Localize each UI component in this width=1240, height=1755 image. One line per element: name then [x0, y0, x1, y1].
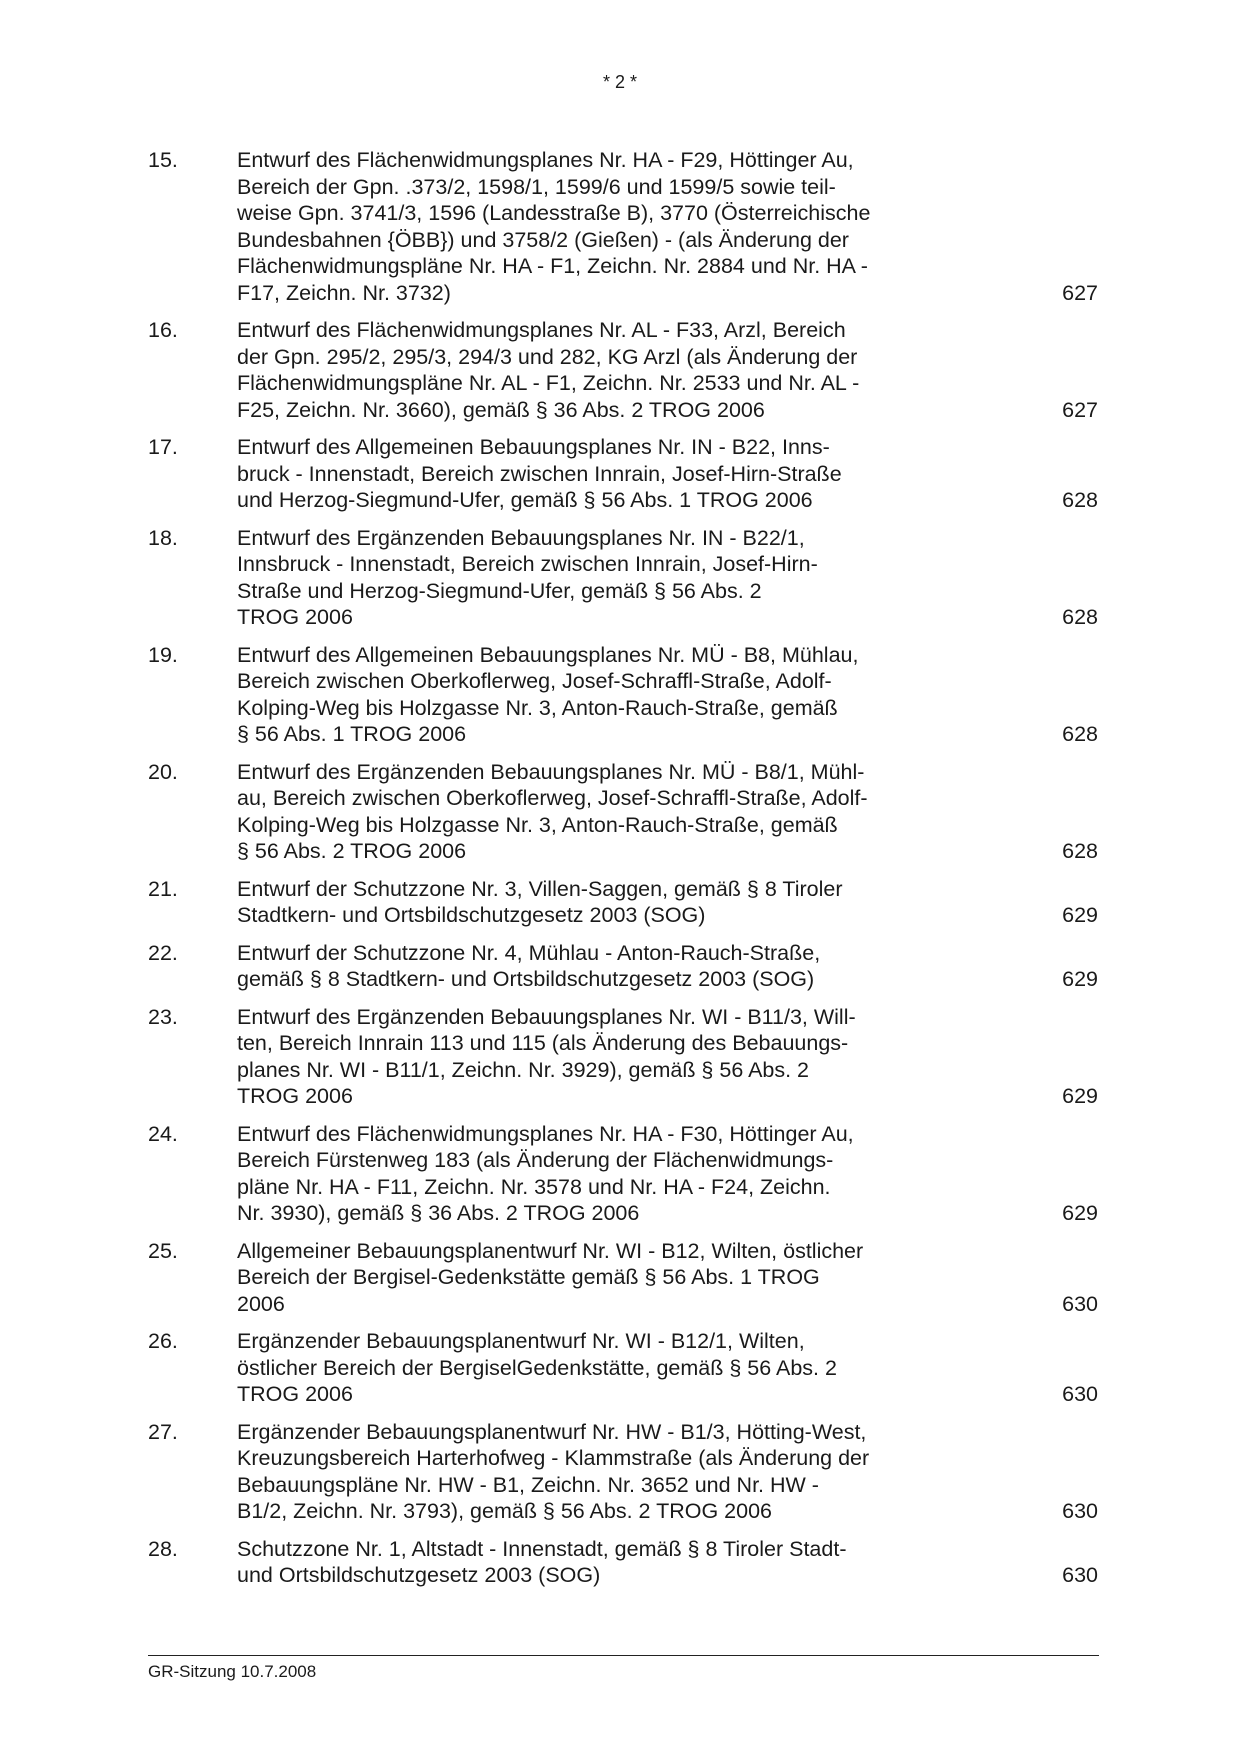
agenda-item [148, 940, 1098, 993]
agenda-item-page: 628 [1062, 488, 1098, 512]
agenda-item-number: 21. [148, 876, 178, 901]
agenda-item [148, 1536, 1098, 1589]
agenda-item-page: 629 [1062, 903, 1098, 927]
agenda-item-number: 16. [148, 318, 178, 342]
agenda-item-number: 19. [148, 642, 178, 667]
agenda-item-text: Entwurf des Flächenwidmungsplanes Nr. HA - F29, Höttinger Au, Bereich der Gpn. .373/2, 1598/1, 1599/6 und 1599/5 sowie teil- weise Gpn. 3741/3, 1596 (Landesstraße B), 3770 (Österreichische Bundesbahnen {ÖBB}) und 3758/2 (Gießen) - (als Änderung der Flächenwidmungspläne Nr. HA - F1, Zeichn. Nr. 2884 und Nr. HA - F17, Zeichn. Nr. 3732) [237, 148, 871, 305]
agenda-item-number: 28. [148, 1536, 178, 1561]
agenda-item-text: Entwurf des Allgemeinen Bebauungsplanes Nr. MÜ - B8, Mühlau, Bereich zwischen Oberkoflerweg, Josef-Schraffl-Straße, Adolf- Kolping-Weg bis Holzgasse Nr. 3, Anton-Rauch-Straße, gemäß § 56 Abs. 1 TROG 2006 [237, 642, 859, 746]
agenda-item [148, 147, 1098, 306]
agenda-item-page: 629 [1062, 1084, 1098, 1108]
footer-divider [148, 1655, 1099, 1656]
agenda-item [148, 642, 1098, 748]
agenda-item-text: Entwurf des Ergänzenden Bebauungsplanes Nr. WI - B11/3, Will- ten, Bereich Innrain 113 und 115 (als Änderung des Bebauungs- planes Nr. WI - B11/1, Zeichn. Nr. 3929), gemäß § 56 Abs. 2 TROG 2006 [237, 1004, 856, 1108]
agenda-item-text: Ergänzender Bebauungsplanentwurf Nr. HW - B1/3, Hötting-West, Kreuzungsbereich Harterhofweg - Klammstraße (als Änderung der Bebauungspläne Nr. HW - B1, Zeichn. Nr. 3652 und Nr. HW - B1/2, Zeichn. Nr. 3793), gemäß § 56 Abs. 2 TROG 2006 [237, 1419, 870, 1523]
agenda-item-text: Entwurf der Schutzzone Nr. 3, Villen-Saggen, gemäß § 8 Tiroler Stadtkern- und Ortsbildschutzgesetz 2003 (SOG) [237, 876, 843, 927]
agenda-item-page: 629 [1062, 967, 1098, 991]
agenda-item [148, 876, 1098, 929]
agenda-item-text: Entwurf des Ergänzenden Bebauungsplanes Nr. IN - B22/1, Innsbruck - Innenstadt, Bereich zwischen Innrain, Josef-Hirn- Straße und Herzog-Siegmund-Ufer, gemäß § 56 Abs. 2 TROG 2006 [237, 525, 818, 629]
agenda-item [148, 525, 1098, 631]
agenda-item [148, 317, 1098, 423]
agenda-item-page: 630 [1062, 1291, 1098, 1316]
agenda-item-number: 25. [148, 1238, 178, 1263]
agenda-item-number: 20. [148, 759, 178, 784]
agenda-item-number: 22. [148, 940, 178, 965]
agenda-item-text: Entwurf des Flächenwidmungsplanes Nr. AL - F33, Arzl, Bereich der Gpn. 295/2, 295/3, 294/3 und 282, KG Arzl (als Änderung der Flächenwidmungspläne Nr. AL - F1, Zeichn. Nr. 2533 und Nr. AL - F25, Zeichn. Nr. 3660), gemäß § 36 Abs. 2 TROG 2006 [237, 318, 860, 422]
agenda-item-number: 15. [148, 148, 178, 172]
agenda-item-page: 628 [1062, 605, 1098, 629]
agenda-item-page: 630 [1062, 1563, 1098, 1587]
agenda-item-page: 628 [1062, 722, 1098, 746]
agenda-item-text: Schutzzone Nr. 1, Altstadt - Innenstadt, gemäß § 8 Tiroler Stadt- und Ortsbildschutzgesetz 2003 (SOG) [237, 1536, 847, 1587]
agenda-item [148, 1004, 1098, 1110]
agenda-item-number: 23. [148, 1004, 178, 1029]
agenda-item-page: 627 [1062, 280, 1098, 305]
agenda-item [148, 759, 1098, 865]
agenda-item-text: Allgemeiner Bebauungsplanentwurf Nr. WI - B12, Wilten, östlicher Bereich der Bergisel-Gedenkstätte gemäß § 56 Abs. 1 TROG 2006 [237, 1238, 864, 1316]
agenda-item-text: Entwurf des Ergänzenden Bebauungsplanes Nr. MÜ - B8/1, Mühl- au, Bereich zwischen Oberkoflerweg, Josef-Schraffl-Straße, Adolf- Kolping-Weg bis Holzgasse Nr. 3, Anton-Rauch-Straße, gemäß § 56 Abs. 2 TROG 2006 [237, 759, 868, 863]
agenda-item [148, 434, 1098, 514]
agenda-item-page: 628 [1062, 839, 1098, 863]
agenda-list [148, 147, 1098, 1600]
agenda-item-number: 18. [148, 525, 178, 550]
agenda-item [148, 1238, 1098, 1318]
agenda-item-text: Entwurf des Flächenwidmungsplanes Nr. HA - F30, Höttinger Au, Bereich Fürstenweg 183 (als Änderung der Flächenwidmungs- pläne Nr. HA - F11, Zeichn. Nr. 3578 und Nr. HA - F24, Zeichn. Nr. 3930), gemäß § 36 Abs. 2 TROG 2006 [237, 1121, 854, 1225]
footer-text: GR-Sitzung 10.7.2008 [148, 1662, 317, 1681]
agenda-item-text: Entwurf des Allgemeinen Bebauungsplanes Nr. IN - B22, Inns- bruck - Innenstadt, Bereich zwischen Innrain, Josef-Hirn-Straße und Herzog-Siegmund-Ufer, gemäß § 56 Abs. 1 TROG 2006 [237, 435, 842, 512]
page-marker: * 2 * [602, 72, 638, 92]
agenda-item [148, 1328, 1098, 1408]
agenda-item-number: 17. [148, 435, 178, 459]
agenda-item-page: 630 [1062, 1499, 1098, 1523]
agenda-item-page: 629 [1062, 1201, 1098, 1225]
agenda-item-page: 630 [1062, 1382, 1098, 1406]
agenda-item-page: 627 [1062, 397, 1098, 422]
agenda-item-text: Ergänzender Bebauungsplanentwurf Nr. WI - B12/1, Wilten, östlicher Bereich der BergiselGedenkstätte, gemäß § 56 Abs. 2 TROG 2006 [237, 1329, 837, 1406]
agenda-item-text: Entwurf der Schutzzone Nr. 4, Mühlau - Anton-Rauch-Straße, gemäß § 8 Stadtkern- und Ortsbildschutzgesetz 2003 (SOG) [237, 940, 821, 991]
agenda-item-number: 26. [148, 1329, 178, 1353]
agenda-item-number: 27. [148, 1419, 178, 1444]
agenda-item [148, 1419, 1098, 1525]
agenda-item-number: 24. [148, 1121, 178, 1146]
agenda-item [148, 1121, 1098, 1227]
